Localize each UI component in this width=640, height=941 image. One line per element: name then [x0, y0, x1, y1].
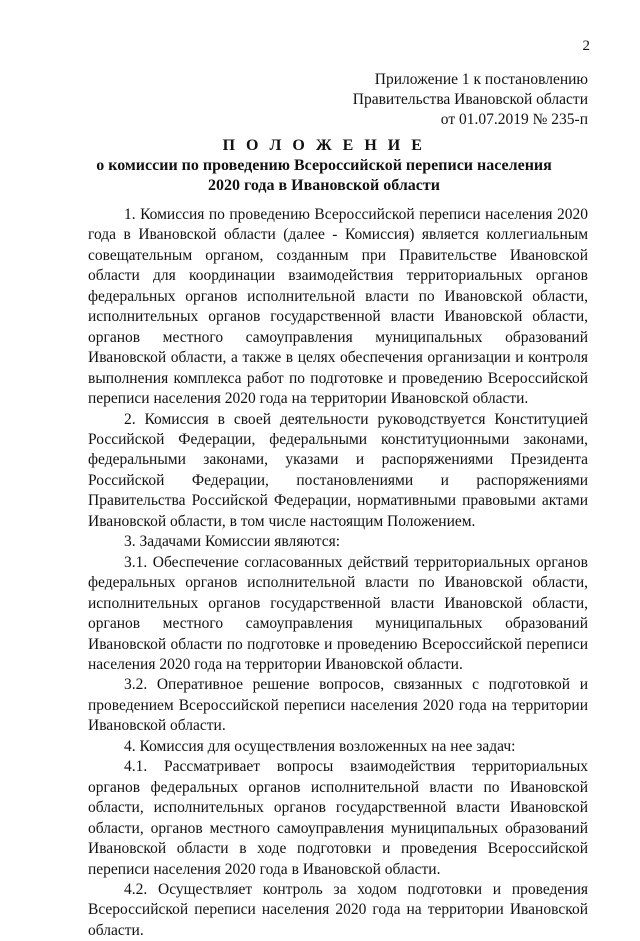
paragraph-2: 2. Комиссия в своей деятельности руководствуется Конституцией Российской Федерации, федеральными конституционными законами, федеральными законами, указами и распоряжениями Президента Российской Федерации, постановлениями и распоряжениями Правительства Российской Федерации, нормативными правовыми актами Ивановской области, в том числе настоящим Положением.: [88, 410, 588, 530]
page-number: 2: [582, 38, 590, 54]
paragraph-3-2: 3.2. Оперативное решение вопросов, связанных с подготовкой и проведением Всероссийской переписи населения 2020 года на территории Ивановской области.: [88, 676, 588, 735]
paragraph-4-1: 4.1. Рассматривает вопросы взаимодействия территориальных органов федеральных органов исполнительной власти по Ивановской области, исполнительных органов государственной власти Ивановской области, органов местного самоуправления муниципальных образований Ивановской области в ходе подготовки и проведения Всероссийской переписи населения 2020 года в Ивановской области.: [88, 758, 588, 878]
title-heading: П О Л О Ж Е Н И Е: [222, 137, 426, 154]
title-line-2: о комиссии по проведению Всероссийской переписи населения: [96, 157, 552, 174]
appendix-line-2: Правительства Ивановской области: [352, 91, 588, 108]
paragraph-3: 3. Задачами Комиссии являются:: [124, 533, 341, 551]
document-body: [88, 205, 588, 941]
paragraph-4-2: 4.2. Осуществляет контроль за ходом подготовки и проведения Всероссийской переписи населения 2020 года на территории Ивановской области.: [88, 880, 588, 939]
title-line-3: 2020 года в Ивановской области: [208, 177, 440, 194]
appendix-line-1: Приложение 1 к постановлению: [374, 71, 588, 88]
paragraph-3-1: 3.1. Обеспечение согласованных действий территориальных органов федеральных органов исполнительной власти по Ивановской области, исполнительных органов государственной власти Ивановской области, органов местного самоуправления муниципальных образований Ивановской области по подготовке и проведению Всероссийской переписи населения 2020 года на территории Ивановской области.: [88, 553, 588, 673]
paragraph-4: 4. Комиссия для осуществления возложенных на нее задач:: [124, 737, 516, 755]
document-title: [60, 136, 588, 196]
appendix-note: [353, 70, 588, 130]
appendix-line-3: от 01.07.2019 № 235-п: [440, 111, 588, 128]
paragraph-1: 1. Комиссия по проведению Всероссийской переписи населения 2020 года в Ивановской области (далее - Комиссия) является коллегиальным совещательным органом, созданным при Правительстве Ивановской области для координации взаимодействия территориальных органов федеральных органов исполнительной власти по Ивановской области, исполнительных органов государственной власти Ивановской области, органов местного самоуправления муниципальных образований Ивановской области, а также в целях обеспечения организации и контроля выполнения комплекса работ по подготовке и проведению Всероссийской переписи населения 2020 года на территории Ивановской области.: [88, 206, 588, 408]
